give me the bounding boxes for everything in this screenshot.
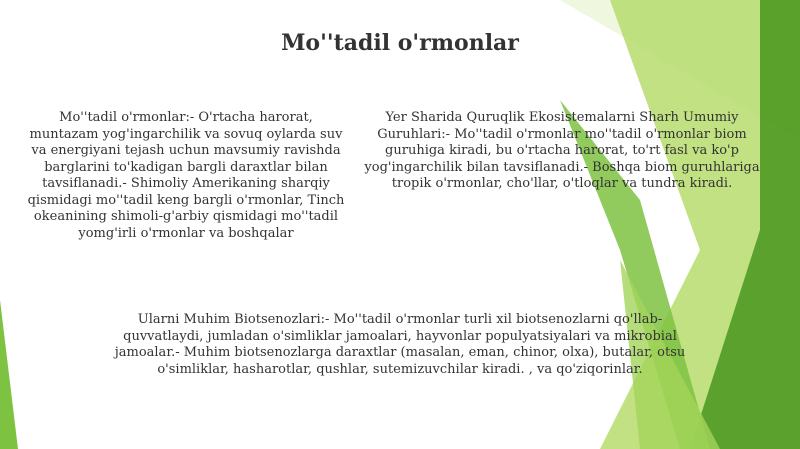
left-paragraph: Mo''tadil o'rmonlar:- O'rtacha harorat, muntazam yog'ingarchilik va sovuq oylarda suv va energiyani tejash uchun mavsumiy ravishda barglarini to'kadigan bargli daraxtlar bilan tavsiflanadi.- Shimoliy Amerikaning sharqiy qismidagi mo''tadil keng bargli o'rmonlar, Tinch okeanining shimoli-g'arbiy qismidagi mo''tadil yomg'irli o'rmonlar va boshqalar bbox=[27, 110, 345, 241]
right-paragraph: Yer Sharida Quruqlik Ekosistemalarni Sharh Umumiy Guruhlari:- Mo''tadil o'rmonlar mo''tadil o'rmonlar biom guruhiga kiradi, bu o'rtacha harorat, to'rt fasl va ko'p yog'ingarchilik bilan tavsiflanadi.- Boshqa biom guruhlariga tropik o'rmonlar, cho'llar, o'tloqlar va tundra kiradi. bbox=[364, 110, 760, 191]
deco-left-sliver bbox=[0, 300, 18, 449]
bottom-paragraph: Ularni Muhim Biotsenozlari:- Mo''tadil o'rmonlar turli xil biotsenozlarni qo'llab-quvvatlaydi, jumladan o'simliklar jamoalari, hayvonlar populyatsiyalari va mikrobial jamoalar.- Muhim biotsenozlarga daraxtlar (masalan, eman, chinor, olxa), butalar, otsu o'simliklar, hasharotlar, qushlar, sutemizuvchilar kiradi. , va qo'ziqorinlar. bbox=[114, 312, 686, 377]
slide-title: Mo''tadil o'rmonlar bbox=[281, 30, 519, 56]
